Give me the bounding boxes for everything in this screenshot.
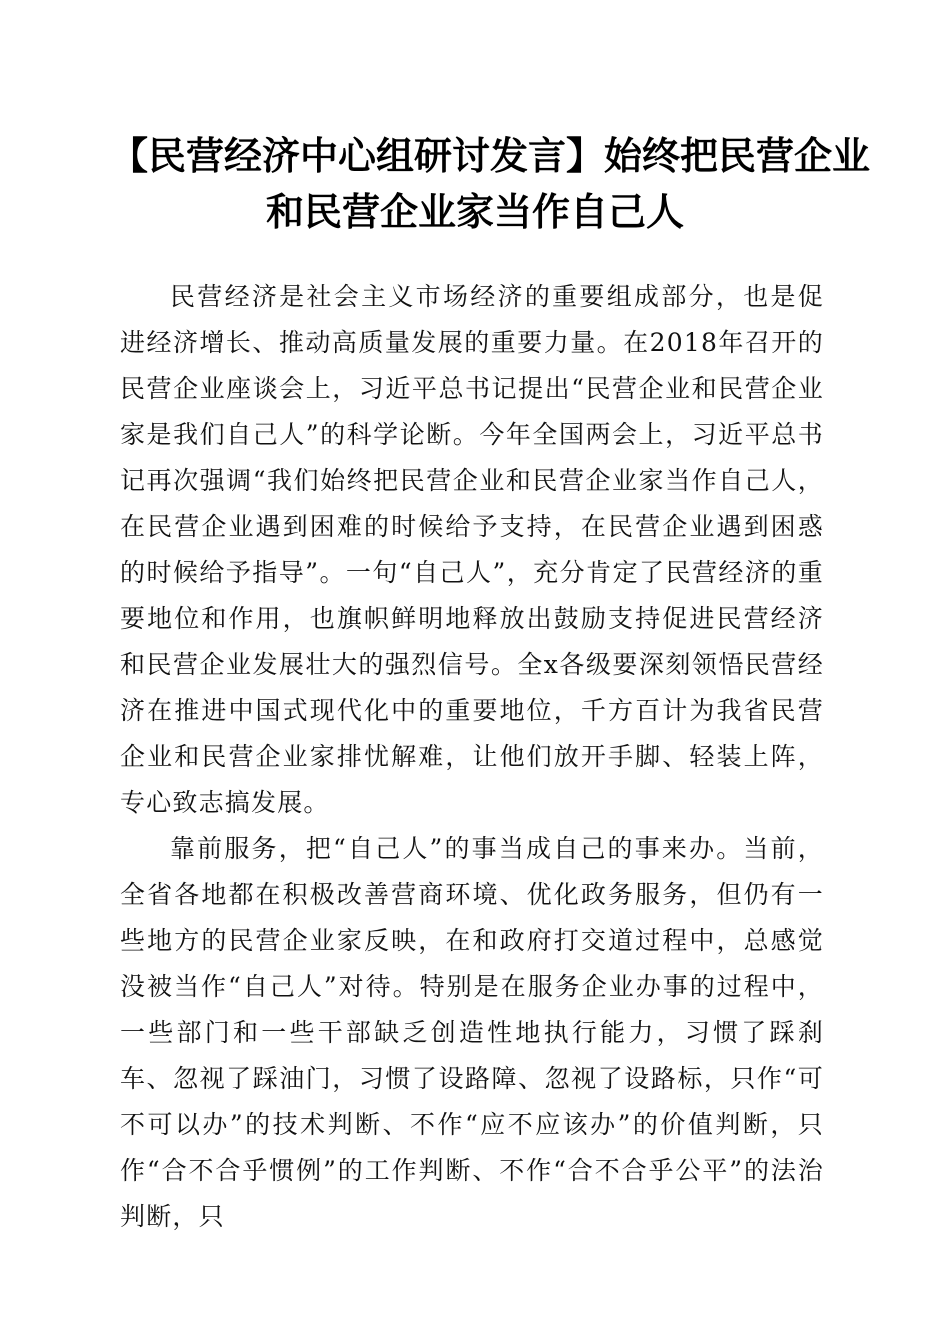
paragraph-1: 民营经济是社会主义市场经济的重要组成部分，也是促进经济增长、推动高质量发展的重要力量。在2018年召开的民营企业座谈会上，习近平总书记提出“民营企业和民营企业家是我们自己人”的科学论断。今年全国两会上，习近平总书记再次强调“我们始终把民营企业和民营企业家当作自己人，在民营企业遇到困难的时候给予支持，在民营企业遇到困惑的时候给予指导”。一句“自己人”，充分肯定了民营经济的重要地位和作用，也旗帜鲜明地释放出鼓励支持促进民营经济和民营企业发展壮大的强烈信号。全x各级要深刻领悟民营经济在推进中国式现代化中的重要地位，千方百计为我省民营企业和民营企业家排忧解难，让他们放开手脚、轻装上阵，专心致志搞发展。 (120, 282, 824, 817)
title-line-1: 【民营经济中心组研讨发言】始终把民营企业 (110, 133, 871, 178)
document-title (110, 128, 871, 240)
document-body (120, 274, 824, 1240)
paragraph-2: 靠前服务，把“自己人”的事当成自己的事来办。当前，全省各地都在积极改善营商环境、优化政务服务，但仍有一些地方的民营企业家反映，在和政府打交道过程中，总感觉没被当作“自己人”对待。特别是在服务企业办事的过程中，一些部门和一些干部缺乏创造性地执行能力，习惯了踩刹车、忽视了踩油门，习惯了设路障、忽视了设路标，只作“可不可以办”的技术判断、不作“应不应该办”的价值判断，只作“合不合乎惯例”的工作判断、不作“合不合乎公平”的法治判断，只 (120, 834, 824, 1231)
title-line-2: 和民营企业家当作自己人 (265, 189, 684, 234)
